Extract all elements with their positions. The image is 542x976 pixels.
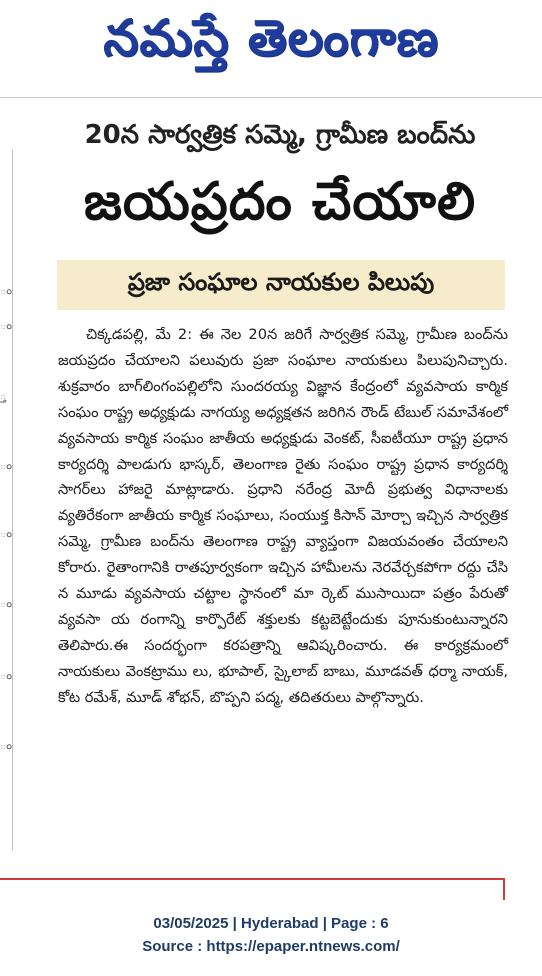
subhead-box — [57, 260, 505, 310]
article-subhead: ప్రజా సంఘాల నాయకుల పిలుపు — [127, 268, 435, 296]
bottom-rule — [0, 878, 505, 880]
article-headline: జయప్రదం చేయాలి — [83, 172, 477, 232]
article-kicker: 20న సార్వత్రిక సమ్మె, గ్రామీణ బంద్‌ను — [84, 120, 476, 150]
bottom-rule-corner — [503, 878, 505, 900]
article-paragraph: చిక్కడపల్లి, మే 2: ఈ నెల 20న జరిగే సార్వత్రిక సమ్మె, గ్రామీణ బంద్‌ను జయప్రదం చేయాలని పలువురు ప్రజా సంఘాల నాయకులు పిలుపునిచ్చారు. శుక్రవారం బాగ్‌లింగంపల్లిలోని సుందరయ్య విజ్ఞాన కేంద్రంలో వ్యవసాయ కార్మిక సంఘం రాష్ట్ర అధ్యక్షుడు నాగయ్య అధ్యక్షతన జరిగిన రౌండ్ టేబుల్ సమావేశంలో వ్యవసాయ కార్మిక సంఘం జాతీయ అధ్యక్షుడు వెంకట్, సీఐటీయూ రాష్ట్ర ప్రధాన కార్యదర్శి పాలడుగు భాస్కర్, తెలంగాణ రైతు సంఘం రాష్ట్ర ప్రధాన కార్యదర్శి సాగర్‌లు హాజరై మాట్లాడారు. ప్రధాని నరేంద్ర మోదీ ప్రభుత్వ విధానాలకు వ్యతిరేకంగా జాతీయ కార్మిక సంఘాలు, సంయుక్త కిసాన్ మోర్చా ఇచ్చిన సార్వత్రిక సమ్మె, గ్రామీణ బంద్‌ను తెలంగాణ రాష్ట్ర వ్యాప్తంగా విజయవంతం చేయాలని కోరారు. రైతాంగానికి రాతపూర్వకంగా ఇచ్చిన హామీలను నెరవేర్చకపోగా రద్దు చేసి న మూడు వ్యవసాయ చట్టాల స్థానంలో మా ర్కెట్ ముసాయిదా పత్రం పేరుతో వ్యవసా య రంగాన్ని కార్పొరేట్ శక్తులకు కట్టబెట్టేందుకు పూనుకుంటున్నారని తెలిపారు.ఈ సందర్భంగా కరపత్రాన్ని ఆవిష్కరించారు. ఈ కార్యక్రమంలో నాయకులు వెంకట్రాము లు, భూపాల్, స్కైలాబ్ బాబు, మూడవత్ ధర్మా నాయక్, కోట రమేశ్, మూడ్ శోభన్, బొప్పని పద్మ, తదితరులు పాల్గొన్నారు. — [58, 326, 508, 706]
divider — [0, 97, 542, 98]
masthead — [0, 0, 542, 88]
footer-source-line: Source : https://epaper.ntnews.com/ — [142, 938, 400, 955]
article-body — [58, 322, 508, 711]
newspaper-title: నమస్తే తెలంగాణ — [103, 8, 439, 67]
footer-date-line: 03/05/2025 | Hyderabad | Page : 6 — [153, 915, 389, 932]
adjacent-column-edge: ం ం ్త ం ం ం ం ం — [0, 150, 13, 850]
